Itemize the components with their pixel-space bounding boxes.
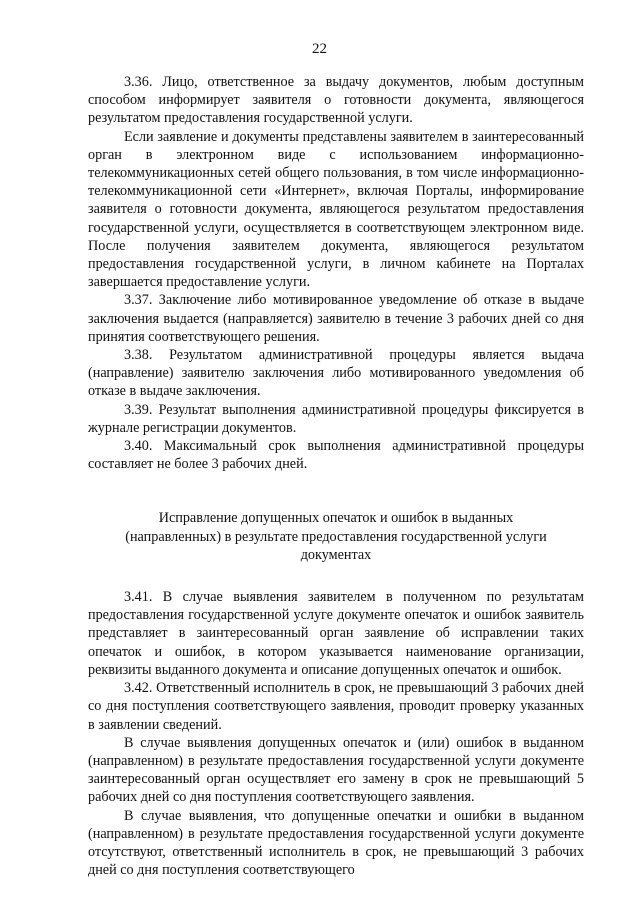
paragraph-3-36: 3.36. Лицо, ответственное за выдачу документов, любым доступным способом информирует заявителя о готовности документа, являющегося результатом предоставления государственной услуги. <box>88 74 584 127</box>
paragraph-electronic-notification: Если заявление и документы представлены заявителем в заинтересованный орган в электронном виде с использованием информационно-телекоммуникационных сетей общего пользования, в том числе информационно-телекоммуникационной сети «Интернет», включая Порталы, информирование заявителя о готовности документа, являющегося результатом предоставления государственной услуги, осуществляется в соответствующем электронном виде. После получения заявителем документа, являющегося результатом предоставления государственной услуги, в личном кабинете на Порталах завершается предоставление услуги. <box>88 128 584 291</box>
paragraph-error-found: В случае выявления допущенных опечаток и (или) ошибок в выданном (направленном) в результате предоставления государственной услуги документе заинтересованный орган осуществляет его замену в срок не превышающий 5 рабочих дней со дня поступления соответствующего заявления. <box>88 734 584 806</box>
page-number: 22 <box>312 41 327 57</box>
paragraph-3-40: 3.40. Максимальный срок выполнения административной процедуры составляет не более 3 рабочих дней. <box>88 438 584 473</box>
paragraph-3-38: 3.38. Результатом административной процедуры является выдача (направление) заявителю заключения либо мотивированного уведомления об отказе в выдаче заключения. <box>88 347 584 400</box>
section-spacer <box>88 473 584 509</box>
section-heading: Исправление допущенных опечаток и ошибок в выданных (направленных) в результате предоставления государственной услуги документах <box>125 510 547 563</box>
paragraph-no-error-found: В случае выявления, что допущенные опечатки и ошибки в выданном (направленном) в результате предоставления государственной услуги документе отсутствуют, ответственный исполнитель в срок, не превышающий 3 рабочих дней со дня поступления соответствующего <box>88 807 584 879</box>
paragraph-3-41: 3.41. В случае выявления заявителем в полученном по результатам предоставления государственной услуге документе опечаток и ошибок заявитель представляет в заинтересованный орган заявление об исправлении таких опечаток и ошибок, в котором указывается наименование организации, реквизиты выданного документа и описание допущенных опечаток и ошибок. <box>88 589 584 678</box>
document-body <box>88 73 584 879</box>
paragraph-3-42: 3.42. Ответственный исполнитель в срок, не превышающий 3 рабочих дней со дня поступления соответствующего заявления, проводит проверку указанных в заявлении сведений. <box>88 680 584 733</box>
paragraph-3-37: 3.37. Заключение либо мотивированное уведомление об отказе в выдаче заключения выдается (направляется) заявителю в течение 3 рабочих дней со дня принятия соответствующего решения. <box>88 292 584 345</box>
paragraph-3-39: 3.39. Результат выполнения административной процедуры фиксируется в журнале регистрации документов. <box>88 401 584 436</box>
